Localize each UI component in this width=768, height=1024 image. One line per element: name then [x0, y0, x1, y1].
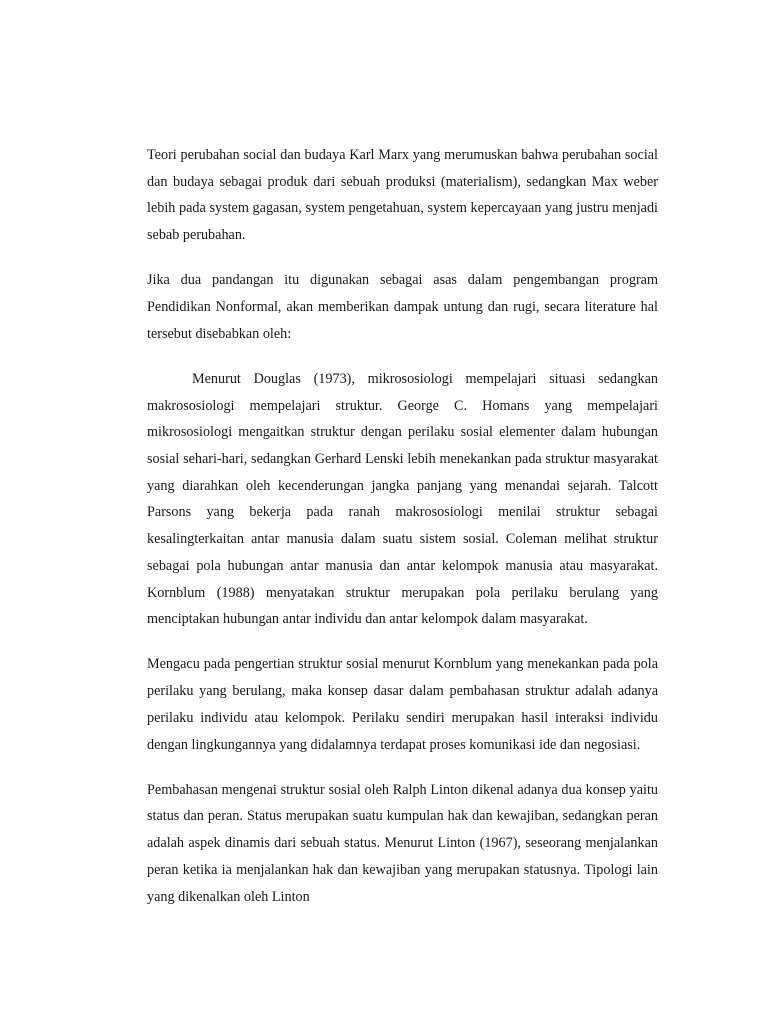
paragraph-micro-macro-sociology: Menurut Douglas (1973), mikrososiologi mempelajari situasi sedangkan makrososiologi mempelajari struktur. George C. Homans yang mempelajari mikrososiologi mengaitkan struktur dengan perilaku sosial elementer dalam hubungan sosial sehari-hari, sedangkan Gerhard Lenski lebih menekankan pada struktur masyarakat yang diarahkan oleh kecenderungan jangka panjang yang menandai sejarah. Talcott Parsons yang bekerja pada ranah makrososiologi menilai struktur sebagai kesalingterkaitan antar manusia dalam suatu sistem sosial. Coleman melihat struktur sebagai pola hubungan antar manusia dan antar kelompok manusia atau masyarakat. Kornblum (1988) menyatakan struktur merupakan pola perilaku berulang yang menciptakan hubungan antar individu dan antar kelompok dalam masyarakat.	[147, 370, 658, 628]
paragraph-linton-status-role: Pembahasan mengenai struktur sosial oleh Ralph Linton dikenal adanya dua konsep yaitu status dan peran. Status merupakan suatu kumpulan hak dan kewajiban, sedangkan peran adalah aspek dinamis dari sebuah status. Menurut Linton (1967), seseorang menjalankan peran ketika ia menjalankan hak dan kewajiban yang merupakan statusnya. Tipologi lain yang dikenalkan oleh Linton	[147, 781, 658, 905]
paragraph-nonformal-education: Jika dua pandangan itu digunakan sebagai asas dalam pengembangan program Pendidikan Nonformal, akan memberikan dampak untung dan rugi, secara literature hal tersebut disebabkan oleh:	[147, 272, 658, 342]
paragraph-marx-weber: Teori perubahan social dan budaya Karl Marx yang merumuskan bahwa perubahan social dan budaya sebagai produk dari sebuah produksi (materialism), sedangkan Max weber lebih pada system gagasan, system pengetahuan, system kepercayaan yang justru menjadi sebab perubahan.	[147, 147, 658, 244]
paragraph-kornblum-structure: Mengacu pada pengertian struktur sosial menurut Kornblum yang menekankan pada pola perilaku yang berulang, maka konsep dasar dalam pembahasan struktur adalah adanya perilaku individu atau kelompok. Perilaku sendiri merupakan hasil interaksi individu dengan lingkungannya yang didalamnya terdapat proses komunikasi ide dan negosiasi.	[147, 656, 658, 753]
document-body	[147, 142, 658, 910]
